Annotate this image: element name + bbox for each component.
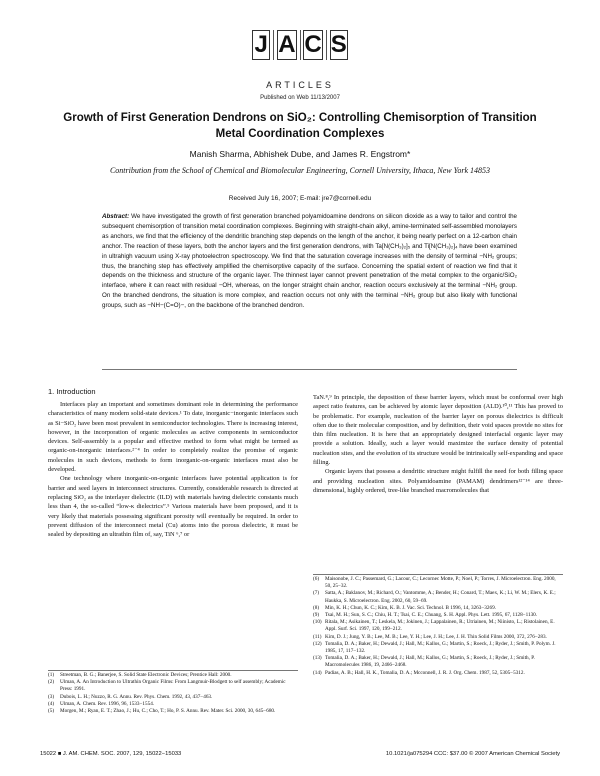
reference-text: Ulman, A. An Introduction to Ultrathin Organic Films: From Langmuir-Blodgett to self assembly; Academic Press: 1991. [60, 679, 286, 693]
reference-number: (13) [313, 655, 322, 662]
footer-doi: 10.1021/ja075294 CCC: $37.00 © 2007 American Chemical Society [385, 751, 560, 757]
page-footer [40, 751, 560, 757]
logo-letter-j: J [252, 30, 270, 60]
reference-number: (12) [313, 640, 322, 647]
article-authors: Manish Sharma, Abhishek Dube, and James R. Engstrom* [189, 149, 411, 159]
reference-item [313, 634, 563, 641]
reference-item [313, 605, 563, 612]
body-paragraph: Interfaces play an important and sometimes dominant role in determining the performance characteristics of many modern solid-state devices.¹ To date, inorganic−inorganic interfaces such as Si−SiO₂ have been most prevalent in semiconductor technologies. There is increasing interest, however, in the incorporation of organic molecules as active components in semiconductor devices. Self-assembly is a popular and effective method to form what might be termed as organic-on-inorganic interfaces.²⁻⁴ In order to completely realize the promise of organic molecules in such devices, methods to form inorganic-on-organic interfaces must also be developed. [48, 401, 298, 474]
article-affiliation: Contribution from the School of Chemical and Biomolecular Engineering, Cornell University, Ithaca, New York 14853 [109, 166, 491, 175]
reference-number: (2) [48, 679, 55, 686]
logo-separator [326, 30, 327, 60]
abstract [102, 212, 517, 311]
reference-item [48, 679, 298, 693]
reference-text: Kim, D. J.; Jung, Y. B.; Lee, M. B.; Lee, Y. H.; Lee, J. H.; Lee, J. H. Thin Solid Films 2000, 372, 276−283. [325, 633, 547, 640]
reference-number: (3) [48, 693, 55, 700]
reference-item [313, 576, 563, 590]
body-paragraph: TaN.⁸,⁹ In principle, the deposition of these barrier layers, which must be conformal over high aspect ratio features, can be achieved by atomic layer deposition (ALD).¹⁰,¹¹ This has proved to be problematic. For example, nucleation of the barrier layer on porous dielectrics is difficult often due to their molecular composition, and by definition, their void spaces provide no sites for thin film nucleation. It is here that an appropriately designed interfacial organic layer may provide a solution. Ideally, such a layer would maximize the surface density of potential nucleation sites, and the evolution of its structure would be intrinsically self-expanding and space filling. [313, 394, 563, 467]
reference-number: (8) [313, 604, 320, 611]
reference-item [313, 619, 563, 633]
references-right [313, 576, 563, 677]
journal-logo [252, 30, 348, 74]
published-date: Published on Web 11/13/2007 [260, 95, 340, 101]
abstract-label: Abstract: [102, 213, 130, 220]
references-rule [313, 574, 563, 575]
reference-item [313, 612, 563, 619]
reference-item [313, 641, 563, 655]
reference-number: (4) [48, 700, 55, 707]
body-column-left [48, 400, 298, 539]
reference-text: Streetman, B. G.; Banerjee, S. Solid State Electronic Devices; Prentice Hall: 2000. [60, 672, 232, 678]
references-left [48, 672, 298, 715]
section-heading-introduction: 1. Introduction [48, 387, 96, 396]
reference-item [48, 701, 298, 708]
reference-text: Padias, A. B.; Hall, H. K., Tomalia, D. A.; Mcconnell, J. R. J. Org. Chem. 1987, 52, 5305−5312. [325, 669, 525, 676]
reference-item [313, 670, 563, 677]
reference-item [313, 655, 563, 669]
body-column-right [313, 393, 563, 495]
reference-text: Maisonobe, J. C.; Passemard, G.; Lacour, C.; Lecornec Motte, P.; Noel, P.; Torres, J. Microelectron. Eng. 2000, 50, 25−32. [325, 576, 556, 590]
reference-text: Satta, A.; Baklanov, M.; Richard, O.; Vantomme, A.; Bender, H.; Conard, T.; Maex, K.; Li, W. M.; Elers, K. E.; Haukka, S. Microelectron. Eng. 2002, 60, 59−69. [325, 590, 556, 604]
reference-number: (7) [313, 590, 320, 597]
references-rule [48, 670, 298, 671]
reference-text: Ritala, M.; Asikainen, T.; Leskela, M.; Jokinen, J.; Lappalainen, R.; Utriainen, M.; Niinisto, L.; Ristolainen, E. Appl. Surf. Sci. 1997, 120, 199−212. [325, 619, 555, 633]
reference-item [48, 708, 298, 715]
logo-separator [300, 30, 301, 60]
reference-number: (5) [48, 708, 55, 715]
reference-item [313, 590, 563, 604]
article-title: Growth of First Generation Dendrons on SiO₂: Controlling Chemisorption of Transition Metal Coordination Complexes [63, 112, 537, 140]
abstract-text: We have investigated the growth of first generation branched polyamidoamine dendrons on silicon dioxide as a way to tailor and control the subsequent chemisorption of transition metal coordination complexes. Beginning with straight-chain alkyl, amine-terminated self-assembled monolayers as anchors, we find that the efficiency of the dendritic branching step depends on the length of the anchor, it being nearly perfect on a 12-carbon chain anchor. The reaction of these layers, both the anchor layers and the first generation dendrons, with Ta[N(CH₃)₂]₅ and Ti[N(CH₃)₂]₄ have been examined in ultrahigh vacuum using X-ray photoelectron spectroscopy. We find that the saturation coverage increases with the density of terminal −NH₂ groups; thus, the branching step has effectively amplified the chemisorptive capacity of the surface. Concerning the spatial extent of reaction we find that it depends on the thickness and structure of the organic layer. The thinnest layer cannot prevent penetration of the metal complex to the organic/SiO₂ interface, where it can react with residual −OH, whereas, on the longer straight chain anchor, reaction occurs exclusively at the terminal −NH₂ group. On the branched dendrons, the situation is more complex, and reaction occurs not only with the terminal −NH₂ group but also likely with functional groups, such as −NH−(C=O)−, on the backbone of the branched dendron. [102, 213, 517, 310]
body-paragraph: One technology where inorganic-on-organic interfaces have potential application is for barrier and seed layers in interconnect structures. Currently, considerable research is directed at replacing SiO₂ as the interlayer dielectric (ILD) with materials having dielectric constants much less than 4, the so-called “low-κ dielectrics”.⁵ Various materials have been proposed, and it is very likely that materials possessing significant porosity will eventually be required. In order to prevent diffusion of the interconnect metal (Cu) atoms into the porous dielectric, it must be sealed by depositing an ultrathin film of, say, TiN ⁶,⁷ or [48, 475, 298, 539]
reference-text: Dubois, L. H.; Nuzzo, R. G. Annu. Rev. Phys. Chem. 1992, 43, 437−463. [60, 693, 213, 700]
reference-number: (11) [313, 633, 322, 640]
reference-text: Tomalia, D. A.; Baker, H.; Dewald, J.; Hall, M.; Kallos, G.; Martin, S.; Roeck, J.; Ryder, J.; Smith, P. Macromolecules 1986, 19, 2466−2468. [325, 655, 535, 669]
reference-number: (10) [313, 619, 322, 626]
section-label: ARTICLES [266, 80, 334, 90]
footer-citation: 15022 ■ J. AM. CHEM. SOC. 2007, 129, 15022−15033 [40, 751, 182, 757]
received-line: Received July 16, 2007; E-mail: jre7@cornell.edu [228, 195, 372, 202]
reference-text: Tsai, M. H.; Sun, S. C.; Chiu, H. T.; Tsai, C. E.; Chuang, S. H. Appl. Phys. Lett. 1995, 67, 1128−1130. [325, 612, 538, 619]
reference-text: Morgen, M.; Ryan, E. T.; Zhao, J.; Hu, C.; Cho, T.; Ho, P. S. Annu. Rev. Mater. Sci. 2000, 30, 645−680. [60, 708, 276, 715]
reference-number: (1) [48, 672, 55, 678]
reference-number: (9) [313, 612, 320, 619]
body-paragraph: Organic layers that possess a dendritic structure might fulfill the need for both filling space and providing nucleation sites. Polyamidoamine (PAMAM) dendrimers¹²⁻¹⁴ are three-dimensional, highly ordered, tree-like branched macromolecules that [313, 468, 563, 494]
reference-text: Tomalia, D. A.; Baker, H.; Dewald, J.; Hall, M.; Kallos, G.; Martin, S.; Roeck, J.; Ryder, J.; Smith, P. Polym. J. 1985, 17, 117−132. [325, 640, 556, 655]
logo-letter-c: C [304, 31, 322, 58]
reference-text: Ulman, A. Chem. Rev. 1996, 96, 1533−1554. [60, 700, 155, 707]
logo-separator [273, 30, 274, 60]
reference-item [48, 694, 298, 701]
reference-number: (14) [313, 669, 322, 676]
logo-letter-s: S [330, 31, 347, 58]
logo-letter-a: A [278, 31, 296, 58]
abstract-rule [102, 369, 517, 370]
reference-text: Min, K. H.; Chun, K. C.; Kim, K. B. J. Vac. Sci. Technol. B 1996, 14, 3263−3269. [325, 604, 496, 611]
reference-number: (6) [313, 576, 320, 582]
